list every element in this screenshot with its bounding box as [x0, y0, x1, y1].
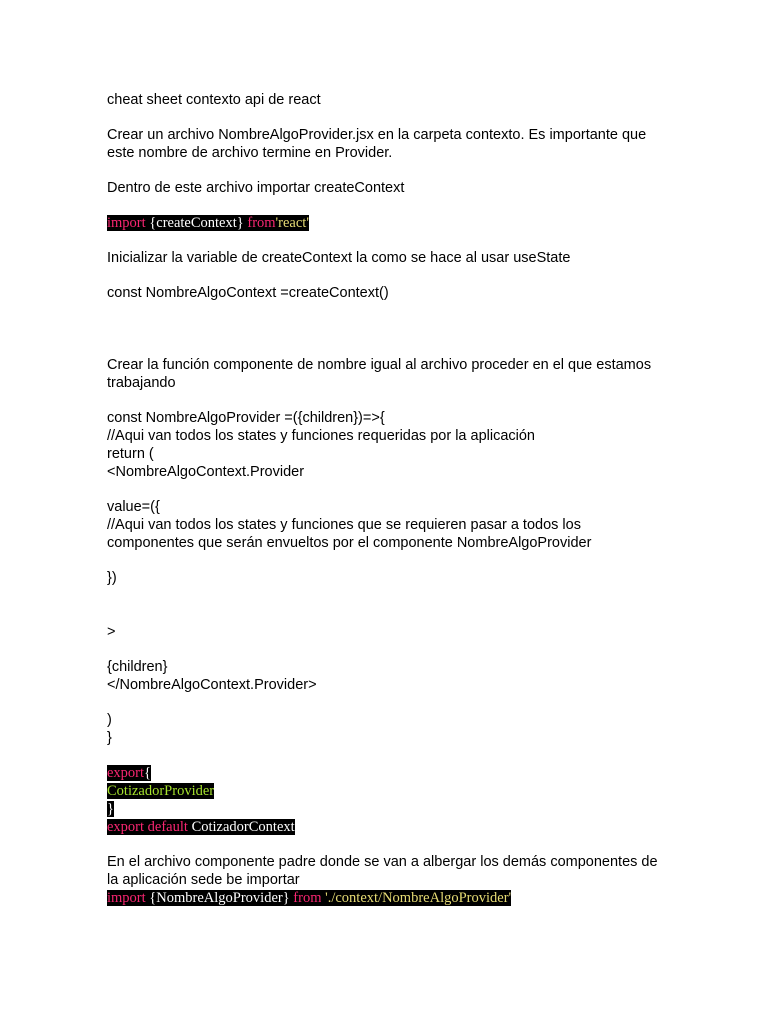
doc-title: cheat sheet contexto api de react — [107, 92, 321, 108]
code-keyword: export default — [107, 819, 188, 835]
paragraph-create-file: Crear un archivo NombreAlgoProvider.jsx en la carpeta contexto. Es importante que este nombre de archivo termine en Provider. — [107, 127, 651, 161]
document-page — [107, 91, 667, 907]
code-keyword: export — [107, 765, 145, 781]
code-export-identifier — [107, 782, 667, 800]
code-text: {NombreAlgoProvider} — [145, 890, 294, 906]
code-line-children: {children} — [107, 659, 168, 675]
code-comment-value: //Aqui van todos los states y funciones que se requieren pasar a todos los componentes que serán envueltos por el componente NombreAlgoProvider — [107, 517, 592, 551]
code-comment-states: //Aqui van todos los states y funciones requeridas por la aplicación — [107, 428, 535, 444]
code-string: './context/NombreAlgoProvider' — [321, 890, 512, 906]
code-export-close — [107, 800, 667, 818]
code-import-provider — [107, 889, 667, 907]
code-line-provider-close: </NombreAlgoContext.Provider> — [107, 677, 317, 693]
code-text: } — [107, 801, 114, 817]
paragraph-create-function: Crear la función componente de nombre igual al archivo proceder en el que estamos trabajando — [107, 357, 656, 391]
code-keyword: import — [107, 215, 146, 231]
code-line-value: value=({ — [107, 499, 160, 515]
code-line-close-paren: ) — [107, 712, 112, 728]
paragraph-parent-import: En el archivo componente padre donde se van a albergar los demás componentes de la aplicación sede be importar — [107, 854, 662, 888]
code-line-close-value: }) — [107, 570, 117, 586]
code-keyword: import — [107, 890, 146, 906]
paragraph-import-intro: Dentro de este archivo importar createContext — [107, 180, 405, 196]
code-line-return: return ( — [107, 446, 154, 462]
code-keyword: from — [247, 215, 276, 231]
code-text: {createContext} — [145, 215, 248, 231]
paragraph-init-variable: Inicializar la variable de createContext la como se hace al usar useState — [107, 250, 571, 266]
code-line-close-brace: } — [107, 730, 112, 746]
code-line-provider-open: <NombreAlgoContext.Provider — [107, 464, 305, 480]
code-identifier: CotizadorProvider — [107, 783, 215, 799]
code-line-provider-declaration: const NombreAlgoProvider =({children})=>{ — [107, 410, 385, 426]
code-keyword: from — [293, 890, 322, 906]
code-string: 'react' — [275, 215, 309, 231]
code-export-line — [107, 764, 667, 782]
code-text: { — [144, 765, 152, 781]
code-text: CotizadorContext — [187, 819, 295, 835]
code-export-default — [107, 818, 667, 836]
code-import-createcontext — [107, 214, 667, 232]
code-line-create-context: const NombreAlgoContext =createContext() — [107, 285, 389, 301]
code-line-gt: > — [107, 624, 116, 640]
